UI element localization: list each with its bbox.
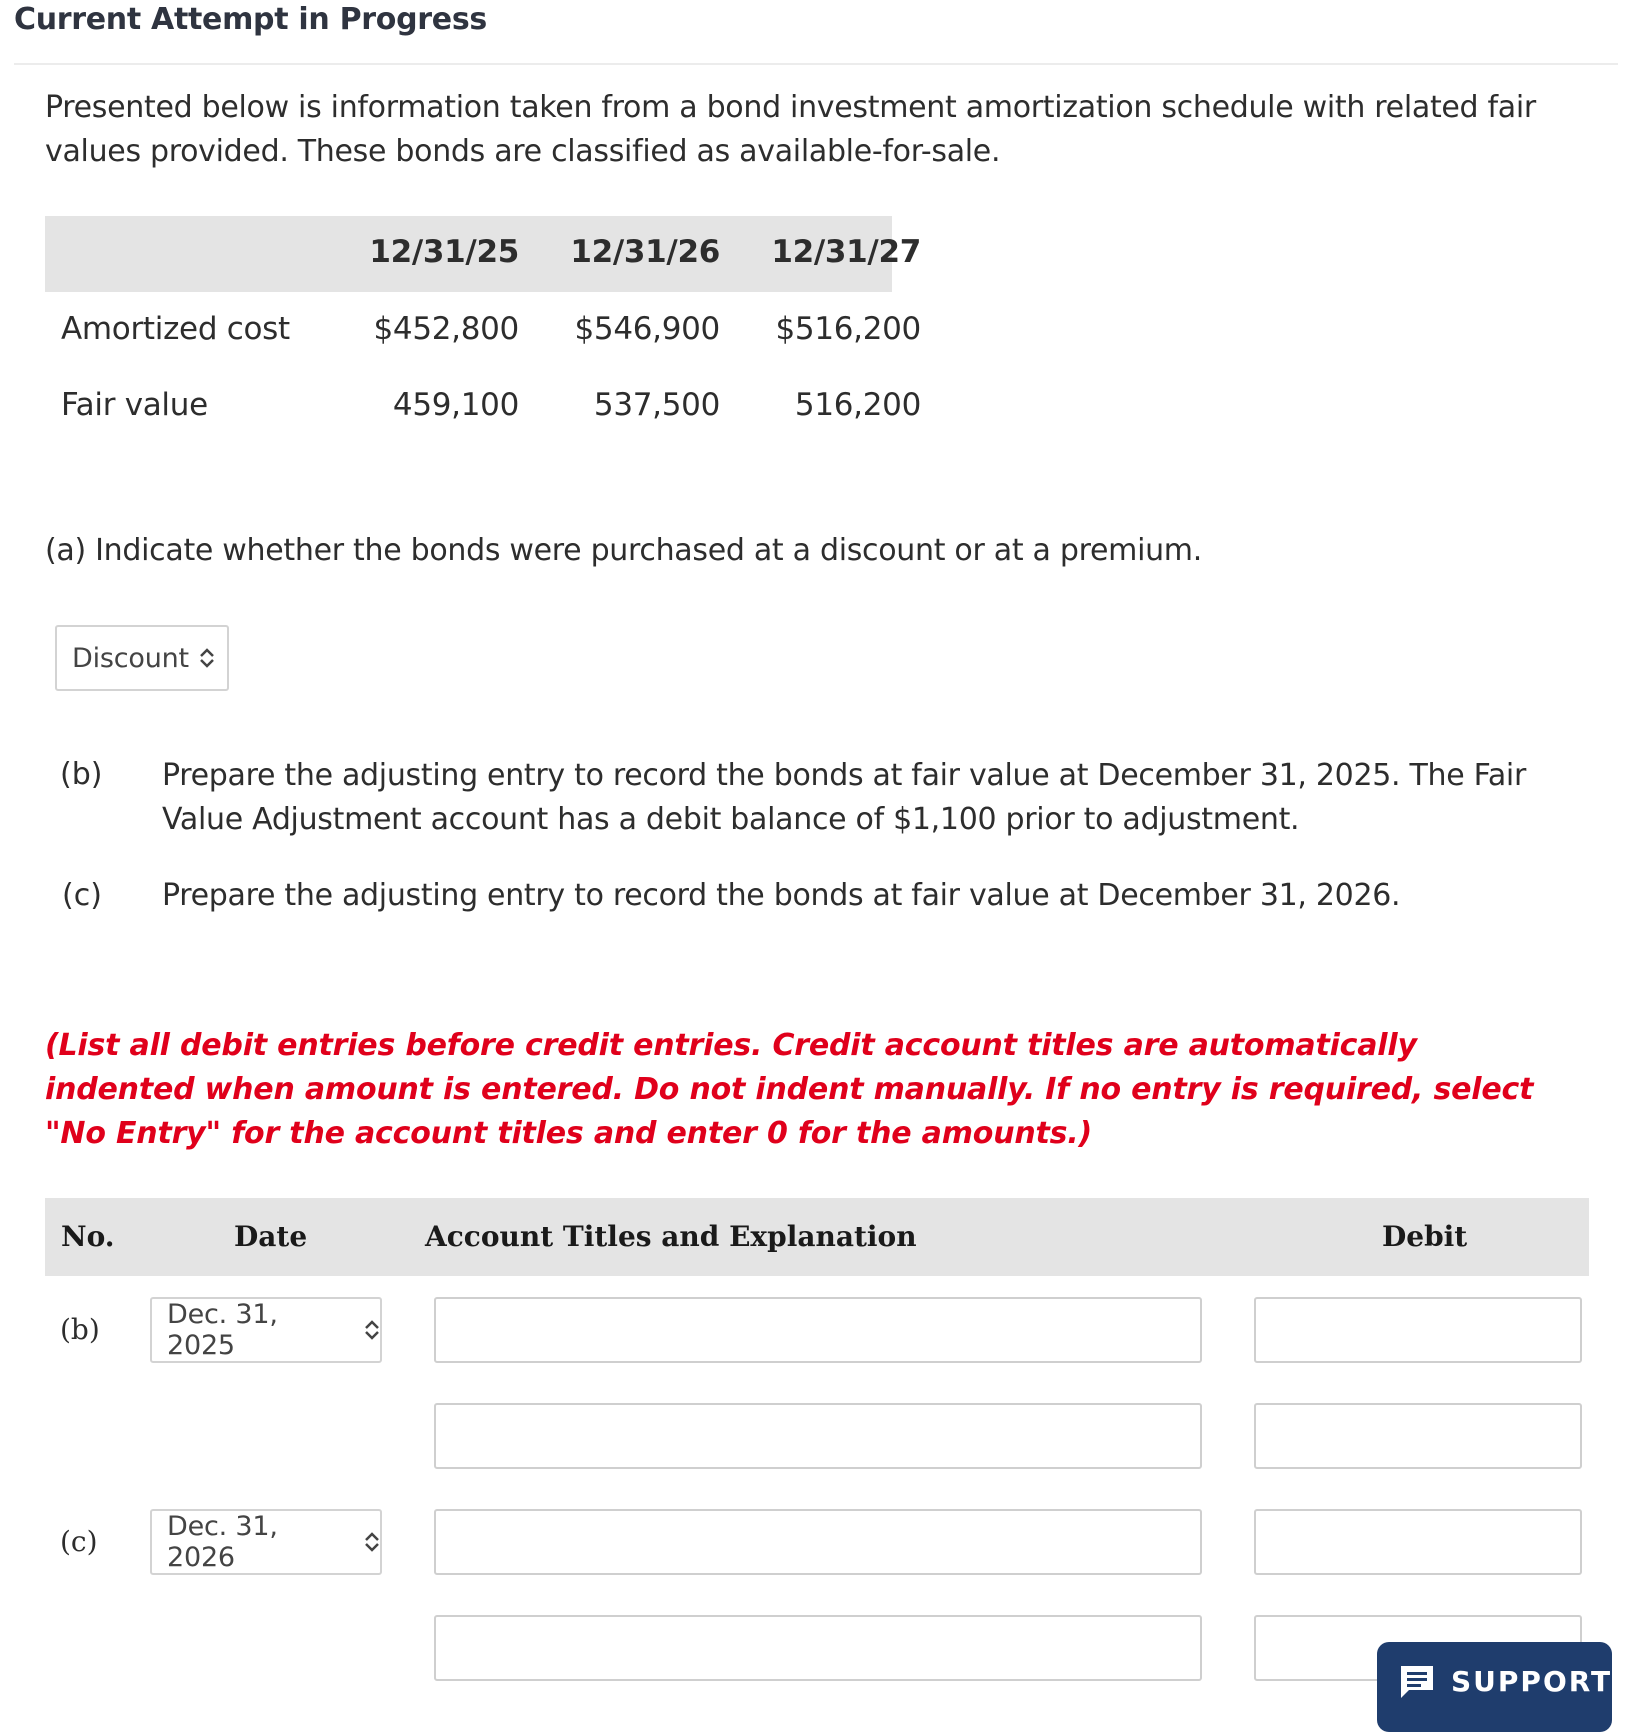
schedule-cell: 516,200	[794, 387, 921, 423]
journal-header-row	[45, 1198, 1589, 1276]
entry-c-account-input-2[interactable]	[434, 1615, 1202, 1681]
entry-c-debit-input-1[interactable]	[1254, 1509, 1582, 1575]
schedule-cell: $546,900	[574, 311, 720, 347]
support-label: SUPPORT	[1451, 1665, 1613, 1698]
schedule-row-label: Amortized cost	[61, 311, 290, 347]
entry-b-debit-input-1[interactable]	[1254, 1297, 1582, 1363]
entry-c-date-select[interactable]	[150, 1509, 382, 1575]
page-title: Current Attempt in Progress	[14, 2, 487, 37]
part-c-label: (c)	[62, 878, 102, 913]
schedule-row-amortized-cost	[45, 292, 921, 368]
entry-b-account-input-2[interactable]	[434, 1403, 1202, 1469]
discount-premium-select[interactable]	[55, 625, 229, 691]
schedule-col-header: 12/31/26	[570, 234, 720, 270]
problem-intro: Presented below is information taken from a bond investment amortization schedule with related fair values provided. These bonds are classified as available-for-sale.	[45, 90, 1536, 169]
schedule-cell: 459,100	[392, 387, 519, 423]
schedule-cell: $516,200	[775, 311, 921, 347]
journal-col-debit: Debit	[1382, 1220, 1468, 1253]
entry-b-date-select[interactable]	[150, 1297, 382, 1363]
schedule-cell: $452,800	[373, 311, 519, 347]
select-value: Dec. 31, 2025	[167, 1299, 278, 1361]
schedule-row-fair-value	[45, 368, 921, 444]
journal-col-no: No.	[61, 1220, 115, 1253]
question-a-text: (a) Indicate whether the bonds were purchased at a discount or at a premium.	[45, 533, 1202, 568]
schedule-header-row	[45, 216, 921, 292]
support-button[interactable]	[1377, 1642, 1612, 1732]
journal-col-date: Date	[234, 1220, 308, 1253]
part-c-text: Prepare the adjusting entry to record the bonds at fair value at December 31, 2026.	[162, 878, 1401, 913]
select-value: Discount	[72, 642, 189, 674]
schedule-col-header: 12/31/27	[771, 234, 921, 270]
chevron-up-down-icon	[199, 648, 215, 668]
entry-b-account-input-1[interactable]	[434, 1297, 1202, 1363]
select-value: Dec. 31, 2026	[167, 1511, 278, 1573]
part-b-label: (b)	[60, 757, 103, 792]
schedule-row-label: Fair value	[61, 387, 208, 423]
schedule-col-header: 12/31/25	[369, 234, 519, 270]
entry-c-label: (c)	[60, 1525, 98, 1558]
entry-b-debit-input-2[interactable]	[1254, 1403, 1582, 1469]
divider	[14, 63, 1618, 65]
chevron-up-down-icon	[364, 1532, 380, 1552]
chat-bubble-icon	[1397, 1662, 1437, 1702]
entry-b-label: (b)	[60, 1313, 100, 1346]
entry-c-account-input-1[interactable]	[434, 1509, 1202, 1575]
journal-col-account: Account Titles and Explanation	[425, 1220, 917, 1253]
part-b-text: Prepare the adjusting entry to record the bonds at fair value at December 31, 2025. The Fair Value Adjustment account has a debit balance of $1,100 prior to adjustment.	[162, 758, 1526, 837]
journal-instructions: (List all debit entries before credit entries. Credit account titles are automatically indented when amount is entered. Do not indent manually. If no entry is required, select "No Entry" for the account titles and enter 0 for the amounts.)	[45, 1028, 1534, 1151]
schedule-cell: 537,500	[593, 387, 720, 423]
chevron-up-down-icon	[364, 1320, 380, 1340]
